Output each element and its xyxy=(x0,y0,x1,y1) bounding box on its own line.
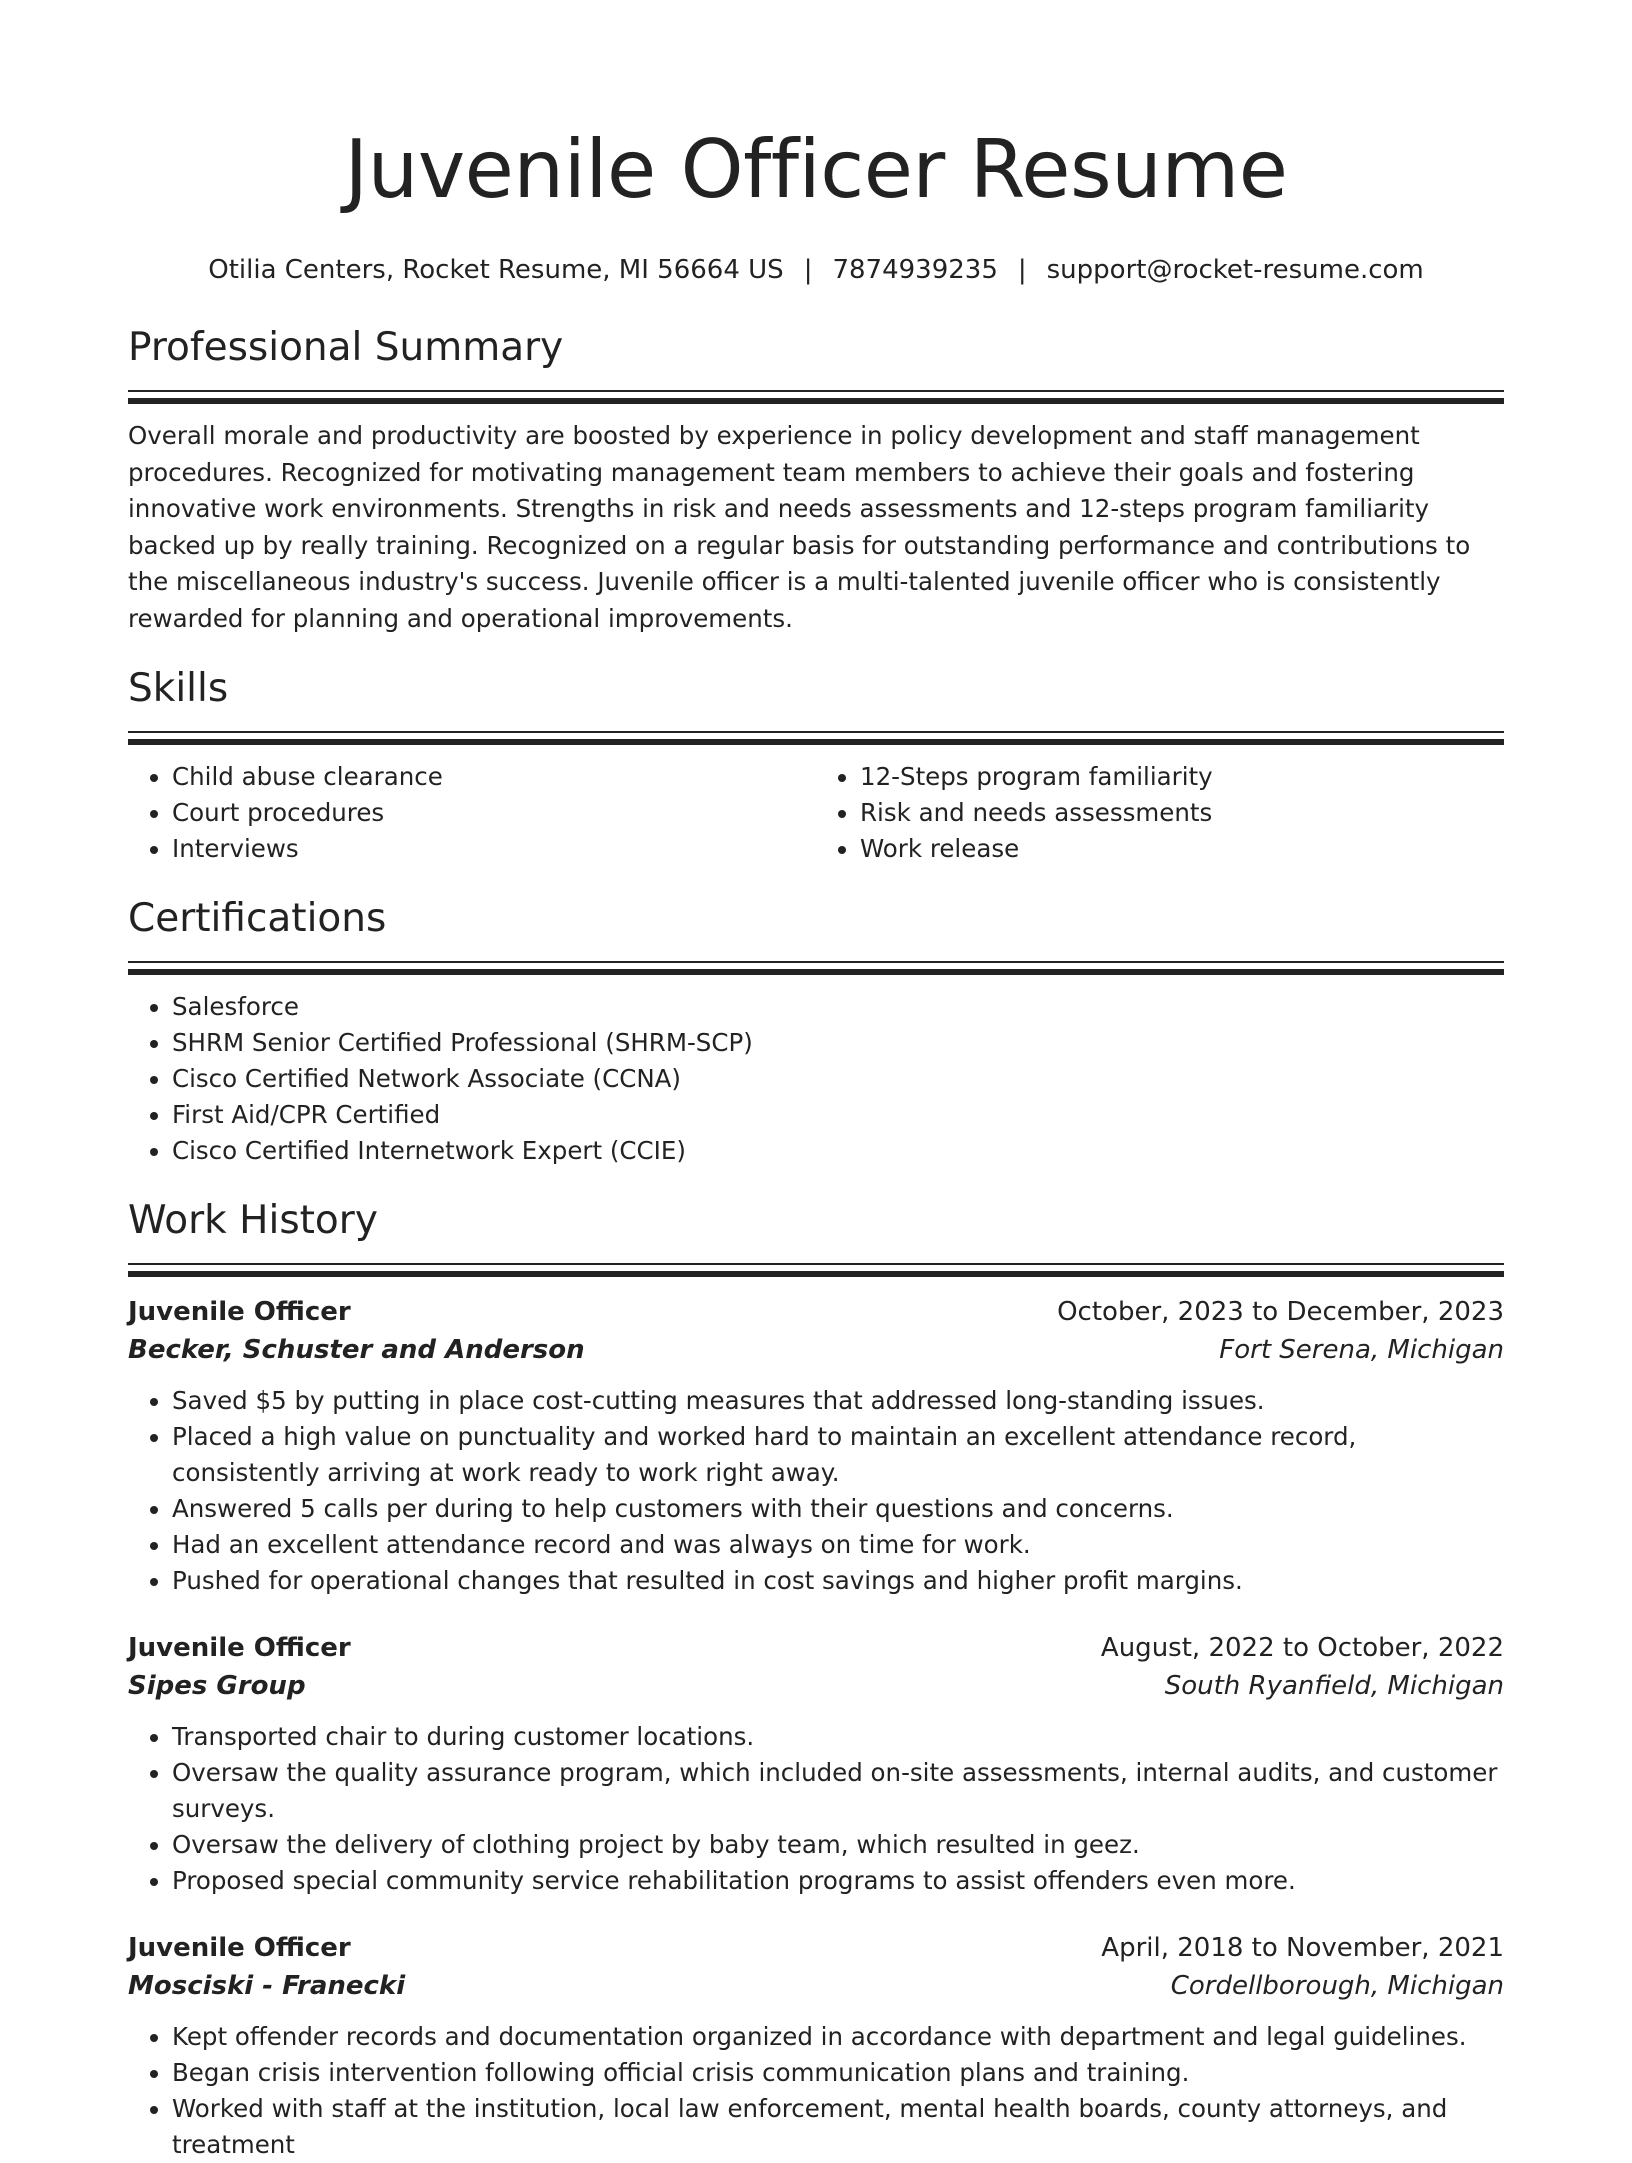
job-entry xyxy=(128,1929,1504,2163)
job-header-row xyxy=(128,1929,1504,1967)
job-title: Juvenile Officer xyxy=(128,1633,351,1663)
certifications-section xyxy=(128,893,1504,1169)
job-company: Becker, Schuster and Anderson xyxy=(128,1335,585,1365)
job-bullet: • Transported chair to during customer locations. xyxy=(172,1719,1504,1755)
skill-item: • Risk and needs assessments xyxy=(860,795,1504,831)
certifications-list xyxy=(128,989,1504,1169)
contact-line xyxy=(128,252,1504,288)
job-header-row xyxy=(128,1629,1504,1667)
contact-address: Otilia Centers, Rocket Resume, MI 56664 US xyxy=(208,255,784,285)
job-bullet: • Began crisis intervention following official crisis communication plans and training. xyxy=(172,2055,1504,2091)
job-bullets xyxy=(128,1383,1504,1599)
job-title: Juvenile Officer xyxy=(128,1297,351,1327)
skill-item: • 12-Steps program familiarity xyxy=(860,759,1504,795)
job-location: Cordellborough, Michigan xyxy=(1170,1971,1504,2001)
job-bullet: • Saved $5 by putting in place cost-cutting measures that addressed long-standing issues. xyxy=(172,1383,1504,1419)
section-divider xyxy=(128,398,1504,404)
certification-item: • Salesforce xyxy=(172,989,1504,1025)
job-dates: October, 2023 to December, 2023 xyxy=(1057,1297,1504,1327)
job-header-row xyxy=(128,1293,1504,1331)
skills-column-left xyxy=(128,759,816,867)
work-history-section xyxy=(128,1195,1504,2163)
section-divider xyxy=(128,969,1504,975)
job-bullet: • Kept offender records and documentation organized in accordance with department and legal guidelines. xyxy=(172,2019,1504,2055)
section-divider xyxy=(128,1263,1504,1265)
job-entry xyxy=(128,1629,1504,1899)
section-divider xyxy=(128,739,1504,745)
job-bullets xyxy=(128,2019,1504,2163)
section-heading-work-history: Work History xyxy=(128,1198,378,1243)
job-bullet: • Answered 5 calls per during to help customers with their questions and concerns. xyxy=(172,1491,1504,1527)
certification-item: • Cisco Certified Internetwork Expert (CCIE) xyxy=(172,1133,1504,1169)
section-divider xyxy=(128,1271,1504,1277)
skills-column-right xyxy=(816,759,1504,867)
contact-separator: | xyxy=(803,255,813,285)
job-company: Mosciski - Franecki xyxy=(128,1971,406,2001)
section-heading-certifications: Certifications xyxy=(128,896,387,941)
job-bullet: • Oversaw the delivery of clothing project by baby team, which resulted in geez. xyxy=(172,1827,1504,1863)
section-divider xyxy=(128,390,1504,392)
skill-item: • Court procedures xyxy=(172,795,816,831)
contact-phone: 7874939235 xyxy=(832,255,998,285)
job-subheader-row xyxy=(128,1667,1504,1705)
contact-email[interactable]: support@rocket-resume.com xyxy=(1046,255,1424,285)
job-entry xyxy=(128,1293,1504,1599)
certification-item: • First Aid/CPR Certified xyxy=(172,1097,1504,1133)
job-bullet: • Oversaw the quality assurance program, which included on-site assessments, internal audits, and customer surveys. xyxy=(172,1755,1504,1827)
job-title: Juvenile Officer xyxy=(128,1933,351,1963)
summary-text: Overall morale and productivity are boosted by experience in policy development and staff management procedures. Recognized for motivating management team members to achieve their goals and fostering innovative work environments. Strengths in risk and needs assessments and 12-steps program familiarity backed up by really training. Recognized on a regular basis for outstanding performance and contributions to the miscellaneous industry's success. Juvenile officer is a multi-talented juvenile officer who is consistently rewarded for planning and operational improvements. xyxy=(128,421,1471,633)
skill-item: • Interviews xyxy=(172,831,816,867)
certification-item: • SHRM Senior Certified Professional (SHRM-SCP) xyxy=(172,1025,1504,1061)
job-bullets xyxy=(128,1719,1504,1899)
summary-section xyxy=(128,322,1504,637)
resume-title: Juvenile Officer Resume xyxy=(344,123,1288,216)
job-company: Sipes Group xyxy=(128,1671,306,1701)
job-bullet: • Pushed for operational changes that resulted in cost savings and higher profit margins. xyxy=(172,1563,1504,1599)
contact-separator: | xyxy=(1017,255,1027,285)
job-location: Fort Serena, Michigan xyxy=(1219,1335,1504,1365)
skill-item: • Child abuse clearance xyxy=(172,759,816,795)
job-location: South Ryanfield, Michigan xyxy=(1164,1671,1504,1701)
job-bullet: • Worked with staff at the institution, local law enforcement, mental health boards, county attorneys, and treatment xyxy=(172,2091,1504,2163)
section-divider xyxy=(128,961,1504,963)
section-heading-summary: Professional Summary xyxy=(128,325,564,370)
job-dates: August, 2022 to October, 2022 xyxy=(1100,1633,1504,1663)
job-bullet: • Had an excellent attendance record and was always on time for work. xyxy=(172,1527,1504,1563)
job-dates: April, 2018 to November, 2021 xyxy=(1101,1933,1504,1963)
section-divider xyxy=(128,731,1504,733)
skill-item: • Work release xyxy=(860,831,1504,867)
section-heading-skills: Skills xyxy=(128,666,229,711)
skills-list xyxy=(128,759,1504,867)
job-bullet: • Proposed special community service rehabilitation programs to assist offenders even more. xyxy=(172,1863,1504,1899)
certification-item: • Cisco Certified Network Associate (CCNA) xyxy=(172,1061,1504,1097)
job-subheader-row xyxy=(128,1331,1504,1369)
skills-section xyxy=(128,663,1504,867)
job-subheader-row xyxy=(128,1967,1504,2005)
job-bullet: • Placed a high value on punctuality and worked hard to maintain an excellent attendance record, consistently arriving at work ready to work right away. xyxy=(172,1419,1504,1491)
